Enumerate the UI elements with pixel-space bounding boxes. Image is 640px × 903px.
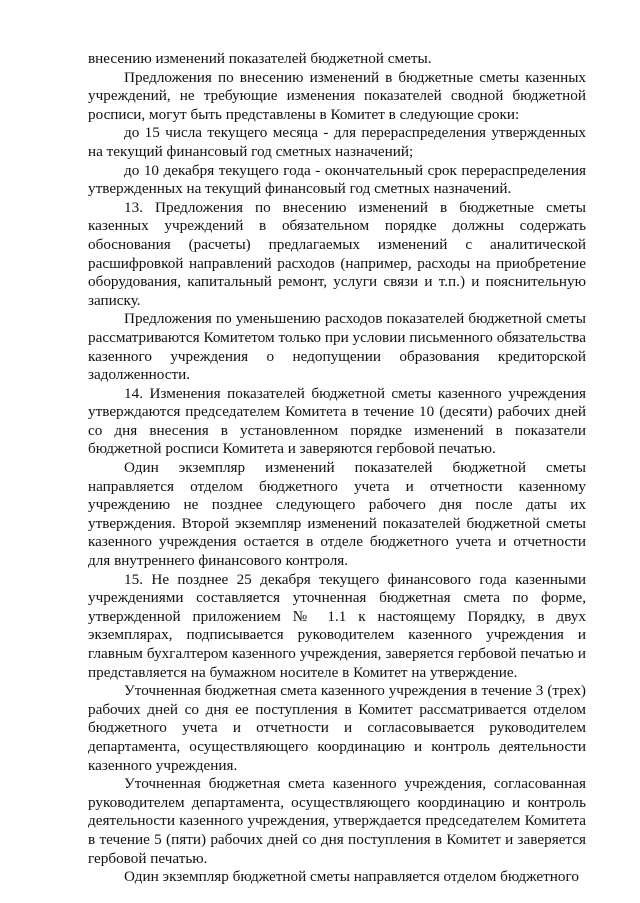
- paragraph-item-14: 14. Изменения показателей бюджетной сметы казенного учреждения утверждаются председателем Комитета в течение 10 (десяти) рабочих дней со дня внесения в установленном порядке изменений в показатели бюджетной росписи Комитета и заверяются гербовой печатью.: [88, 384, 586, 458]
- document-body: [88, 50, 586, 887]
- paragraph-copy-distribution: Один экземпляр изменений показателей бюджетной сметы направляется отделом бюджетного учета и отчетности казенному учреждению не позднее следующего рабочего дня после даты их утверждения. Второй экземпляр изменений показателей бюджетной сметы казенного учреждения остается в отделе бюджетного учета и отчетности для внутреннего финансового контроля.: [88, 459, 586, 570]
- paragraph-expense-reduction: Предложения по уменьшению расходов показателей бюджетной сметы рассматриваются Комитетом только при условии письменного обязательства казенного учреждения о недопущении образования кредиторской задолженности.: [88, 310, 586, 384]
- paragraph-review-3-days: Уточненная бюджетная смета казенного учреждения в течение 3 (трех) рабочих дней со дня ее поступления в Комитет рассматривается отделом бюджетного учета и отчетности и согласовывается руководителем департамента, осуществляющего координацию и контроль деятельности казенного учреждения.: [88, 682, 586, 774]
- paragraph-final-copy: Один экземпляр бюджетной сметы направляется отделом бюджетного: [124, 868, 579, 886]
- paragraph-deadline-15th: до 15 числа текущего месяца - для перераспределения утвержденных на текущий финансовый год сметных назначений;: [88, 124, 586, 160]
- paragraph-proposals-deadlines: Предложения по внесению изменений в бюджетные сметы казенных учреждений, не требующие изменения показателей сводной бюджетной росписи, могут быть представлены в Комитет в следующие сроки:: [88, 68, 586, 123]
- paragraph-continuation: внесению изменений показателей бюджетной сметы.: [88, 50, 432, 67]
- paragraph-item-15: 15. Не позднее 25 декабря текущего финансового года казенными учреждениями составляется уточненная бюджетная смета по форме, утвержденной приложением № 1.1 к настоящему Порядку, в двух экземплярах, подписывается руководителем казенного учреждения и главным бухгалтером казенного учреждения, заверяется гербовой печатью и представляется на бумажном носителе в Комитет на утверждение.: [88, 570, 586, 681]
- paragraph-deadline-december-10: до 10 декабря текущего года - окончательный срок перераспределения утвержденных на текущий финансовый год сметных назначений.: [88, 161, 586, 198]
- paragraph-approval-5-days: Уточненная бюджетная смета казенного учреждения, согласованная руководителем департамента, осуществляющего координацию и контроль деятельности казенного учреждения, утверждается председателем Комитета в течение 5 (пяти) рабочих дней со дня поступления в Комитет и заверяется гербовой печатью.: [88, 775, 586, 867]
- paragraph-item-13: 13. Предложения по внесению изменений в бюджетные сметы казенных учреждений в обязательном порядке должны содержать обоснования (расчеты) предлагаемых изменений с аналитической расшифровкой направлений расходов (например, расходы на приобретение оборудования, капитальный ремонт, услуги связи и т.п.) и пояснительную записку.: [88, 198, 586, 309]
